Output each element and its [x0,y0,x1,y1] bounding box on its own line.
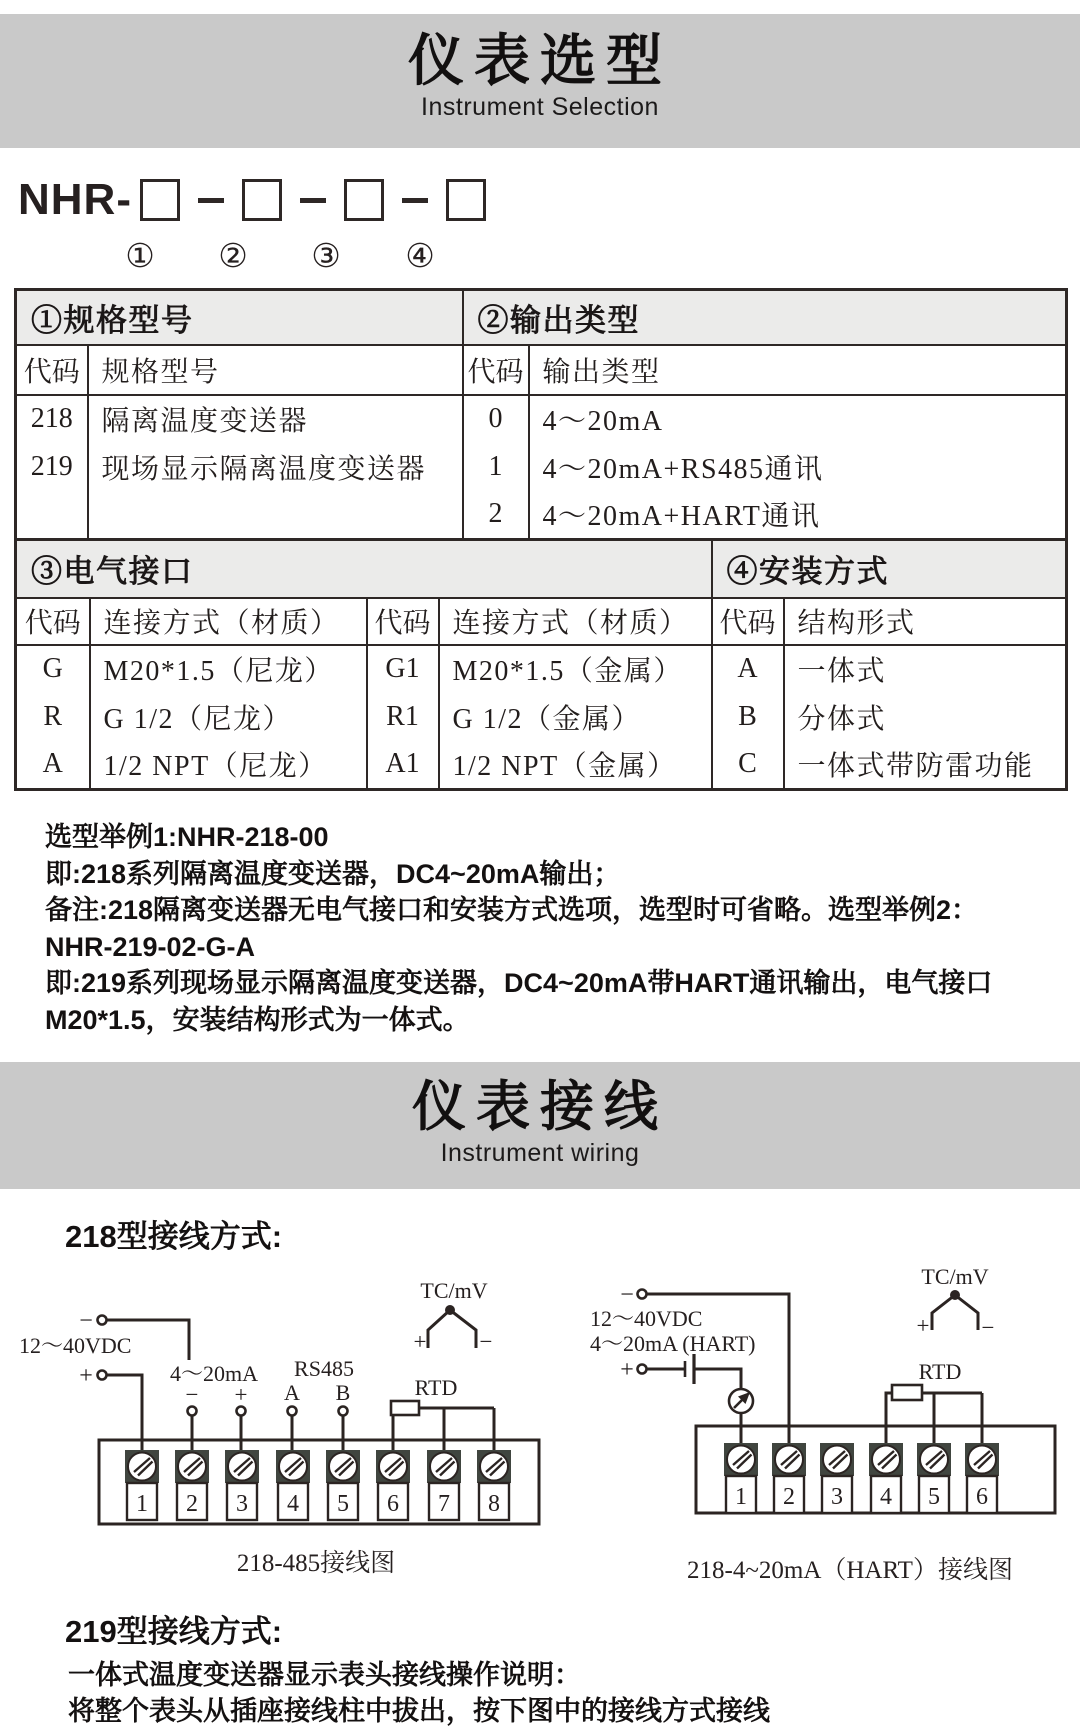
svg-text:6: 6 [387,1491,399,1517]
tc-junction-dot [950,1290,960,1300]
table1-left-header: ①规格型号 [16,290,463,345]
diagram-218-485 [16,1278,546,1598]
rtd-resistor [391,1401,419,1415]
model-code-area [18,158,1080,288]
wiring-title: 仪表接线 [412,1077,668,1137]
tc-plus: + [413,1329,427,1354]
caption-218-485: 218-485接线图 [236,1550,396,1577]
dash [198,198,224,203]
code-cell: 219 [30,450,73,482]
note-219-body: 将整个表头从插座接线柱中拔出，按下图中的接线方式接线 [68,1696,770,1726]
ma-plus: + [234,1382,248,1407]
model-code-box-1 [140,179,180,221]
terminal-strip [99,1440,539,1524]
dash [402,198,428,203]
col-header: 规格型号 [88,345,463,395]
caption-218-hart: 218-4~20mA（HART）接线图 [687,1557,1013,1584]
terminal-screws [125,1450,511,1520]
label-power-2: 4～20mA (HART) [590,1331,756,1356]
svg-text:3: 3 [831,1484,843,1510]
svg-text:8: 8 [488,1491,500,1517]
col-header: 代码 [16,345,88,395]
svg-text:7: 7 [438,1491,450,1517]
svg-text:3: 3 [236,1491,248,1517]
svg-text:2: 2 [783,1484,795,1510]
heading-219: 219型接线方式: [65,1614,283,1649]
model-code-box-3 [344,179,384,221]
selection-subtitle: Instrument Selection [421,93,659,121]
power-plus: + [79,1363,93,1389]
ammeter-icon [729,1389,753,1413]
terminal-dot [237,1407,246,1416]
tc-minus: − [981,1315,995,1340]
code-cell: 1 [463,443,529,491]
code-cell: 218 [30,403,73,434]
interface-mounting-table [14,538,1068,791]
model-code-row [18,175,486,224]
desc-cell: M20*1.5（尼龙） [90,645,367,693]
svg-text:1: 1 [136,1491,148,1517]
rs485-a: A [284,1380,300,1405]
note-line: NHR-219-02-G-A [45,931,256,962]
svg-text:5: 5 [928,1484,940,1510]
terminal-dot [98,1371,107,1380]
terminal-dot [339,1407,348,1416]
code-cell [16,491,88,540]
power-minus: − [620,1282,634,1308]
code-cell: A [42,748,63,780]
col-header: 结构形式 [784,598,1067,645]
desc-cell: 隔离温度变送器 [88,395,463,443]
label-power-1: 12～40VDC [590,1306,703,1331]
terminal-screws [724,1443,999,1513]
model-code-box-2 [242,179,282,221]
heading-218: 218型接线方式: [65,1219,283,1254]
desc-cell: 4～20mA+RS485通讯 [529,443,1067,491]
note-line: M20*1.5，安装结构形式为一体式。 [45,1004,470,1035]
desc-cell: 1/2 NPT（尼龙） [90,741,367,790]
code-cell: G [42,653,63,684]
svg-text:4: 4 [287,1491,299,1517]
desc-cell [88,491,463,540]
position-label-1: ① [125,239,155,275]
code-cell: 0 [463,395,529,443]
note-line: 即:219系列现场显示隔离温度变送器，DC4~20mA带HART通讯输出，电气接口 [45,968,993,998]
code-cell: A1 [367,741,439,790]
svg-text:6: 6 [976,1484,988,1510]
terminal-dot [638,1290,647,1299]
desc-cell: 1/2 NPT（金属） [439,741,712,790]
terminal-dot [288,1407,297,1416]
ma-minus: − [185,1382,199,1407]
terminal-numbers [136,1491,500,1517]
code-cell: 2 [463,491,529,540]
dash [300,198,326,203]
label-ma: 4～20mA [169,1361,259,1386]
note-line: 即:218系列隔离温度变送器，DC4~20mA输出； [45,858,621,889]
tc-minus: − [479,1329,493,1354]
terminal-dot [638,1365,647,1374]
desc-cell: 4～20mA+HART通讯 [529,491,1067,540]
label-rtd: RTD [918,1359,962,1384]
wiring-banner [0,1062,1080,1189]
desc-cell: 一体式带防雷功能 [784,741,1067,790]
wiring-subtitle: Instrument wiring [440,1139,640,1167]
terminal-dot [188,1407,197,1416]
table2-right-header: ④安装方式 [712,540,1067,598]
label-power: 12～40VDC [19,1333,132,1358]
label-rs485: RS485 [294,1356,354,1381]
position-label-3: ③ [311,239,341,275]
wiring-diagrams [0,1268,1080,1600]
col-header: 连接方式（材质） [90,598,367,645]
rtd-resistor [892,1385,922,1400]
col-header: 代码 [463,345,529,395]
table2-left-header: ③电气接口 [16,540,712,598]
note-line: 备注:218隔离变送器无电气接口和安装方式选项，选型时可省略。选型举例2： [45,895,979,925]
col-header: 代码 [367,598,439,645]
svg-text:5: 5 [337,1491,349,1517]
code-cell: C [712,741,784,790]
desc-cell: G 1/2（尼龙） [90,693,367,741]
desc-cell: 分体式 [784,693,1067,741]
desc-cell: 现场显示隔离温度变送器 [88,443,463,491]
label-tc-mv: TC/mV [420,1278,488,1303]
model-code-box-4 [446,179,486,221]
terminal-dot [98,1316,107,1325]
selection-banner [0,14,1080,148]
desc-cell: M20*1.5（金属） [439,645,712,693]
note-219 [68,1657,1080,1727]
code-cell: R [43,700,63,732]
table1-right-header: ②输出类型 [463,290,1067,345]
model-prefix: NHR- [18,175,132,224]
selection-title: 仪表选型 [408,29,672,92]
label-rtd: RTD [414,1375,458,1400]
power-minus: − [79,1308,93,1334]
col-header: 代码 [16,598,90,645]
col-header: 连接方式（材质） [439,598,712,645]
code-cell: G1 [367,645,439,693]
code-cell: A [712,645,784,693]
tc-junction-dot [445,1305,455,1315]
desc-cell: 一体式 [784,645,1067,693]
svg-text:1: 1 [735,1484,747,1510]
rs485-b: B [335,1380,351,1405]
tc-plus: + [916,1313,930,1338]
note-219-title: 一体式温度变送器显示表头接线操作说明： [68,1660,581,1690]
code-cell: B [712,693,784,741]
note-line: 选型举例1:NHR-218-00 [45,822,329,852]
position-label-4: ④ [405,239,435,275]
position-label-2: ② [218,239,248,275]
code-cell: R1 [367,693,439,741]
power-plus: + [620,1357,634,1383]
selection-notes [45,819,1080,1038]
spec-output-table [14,288,1068,541]
label-tc-mv: TC/mV [921,1268,989,1289]
diagram-218-hart [545,1268,1075,1593]
col-header: 代码 [712,598,784,645]
svg-text:2: 2 [186,1491,198,1517]
svg-text:4: 4 [880,1484,892,1510]
desc-cell: G 1/2（金属） [439,693,712,741]
col-header: 输出类型 [529,345,1067,395]
desc-cell: 4～20mA [529,395,1067,443]
